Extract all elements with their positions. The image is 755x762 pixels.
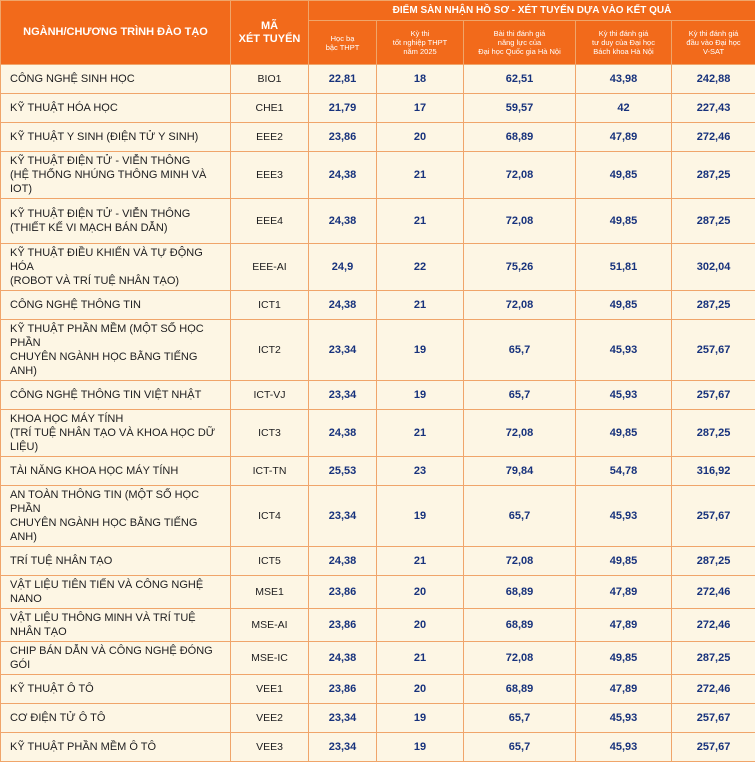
score-cell: 257,67: [672, 486, 755, 547]
table-row: [1, 457, 755, 486]
table-row: [1, 94, 755, 123]
program-name-line: KỸ THUẬT Y SINH (ĐIỆN TỬ Y SINH): [10, 130, 222, 144]
score-column-header-line: Bài thi đánh giá: [467, 29, 572, 38]
table-body: [1, 65, 755, 762]
table-header: [1, 1, 755, 65]
score-cell: 22,81: [309, 65, 377, 94]
admission-code-cell: ICT5: [231, 547, 309, 576]
score-cell: 19: [377, 486, 464, 547]
program-name-line: (HỆ THỐNG NHÚNG THÔNG MINH VÀ IOT): [10, 168, 222, 196]
score-cell: 23,34: [309, 486, 377, 547]
score-cell: 45,93: [576, 381, 672, 410]
score-cell: 18: [377, 65, 464, 94]
admission-code-cell: MSE-AI: [231, 609, 309, 642]
table-row: [1, 65, 755, 94]
score-cell: 242,88: [672, 65, 755, 94]
score-cell: 19: [377, 381, 464, 410]
score-cell: 19: [377, 320, 464, 381]
score-cell: 68,89: [464, 609, 576, 642]
admission-code-cell: VEE2: [231, 704, 309, 733]
score-cell: 65,7: [464, 733, 576, 762]
score-cell: 257,67: [672, 381, 755, 410]
score-cell: 23,34: [309, 320, 377, 381]
code-column-header: [231, 1, 309, 65]
score-cell: 21: [377, 547, 464, 576]
score-cell: 49,85: [576, 152, 672, 199]
program-name-line: CÔNG NGHỆ SINH HỌC: [10, 72, 222, 86]
program-name-cell: [1, 410, 231, 457]
score-cell: 20: [377, 123, 464, 152]
score-cell: 24,38: [309, 410, 377, 457]
score-cell: 287,25: [672, 291, 755, 320]
score-cell: 24,38: [309, 291, 377, 320]
score-cell: 272,46: [672, 576, 755, 609]
program-name-cell: [1, 199, 231, 244]
score-cell: 24,38: [309, 152, 377, 199]
program-name-cell: [1, 291, 231, 320]
score-cell: 19: [377, 733, 464, 762]
admission-code-cell: ICT4: [231, 486, 309, 547]
score-cell: 20: [377, 609, 464, 642]
score-cell: 24,38: [309, 547, 377, 576]
admission-code-cell: BIO1: [231, 65, 309, 94]
score-cell: 316,92: [672, 457, 755, 486]
program-name-line: CHUYÊN NGÀNH HỌC BẰNG TIẾNG ANH): [10, 516, 222, 544]
score-cell: 51,81: [576, 244, 672, 291]
program-name-line: KHOA HỌC MÁY TÍNH: [10, 412, 222, 426]
program-name-line: KỸ THUẬT ĐIỆN TỬ - VIỄN THÔNG: [10, 154, 222, 168]
program-name-line: CƠ ĐIỆN TỬ Ô TÔ: [10, 711, 222, 725]
program-name-line: AN TOÀN THÔNG TIN (MỘT SỐ HỌC PHẦN: [10, 488, 222, 516]
score-cell: 24,38: [309, 199, 377, 244]
score-cell: 43,98: [576, 65, 672, 94]
score-cell: 72,08: [464, 199, 576, 244]
score-cell: 257,67: [672, 733, 755, 762]
score-cell: 21,79: [309, 94, 377, 123]
admission-code-cell: VEE3: [231, 733, 309, 762]
program-name-cell: [1, 94, 231, 123]
program-name-line: (ROBOT VÀ TRÍ TUỆ NHÂN TẠO): [10, 274, 222, 288]
score-cell: 65,7: [464, 486, 576, 547]
table-row: [1, 642, 755, 675]
program-name-line: (THIẾT KẾ VI MẠCH BÁN DẪN): [10, 221, 222, 235]
admission-code-cell: ICT2: [231, 320, 309, 381]
score-cell: 65,7: [464, 381, 576, 410]
program-name-cell: [1, 457, 231, 486]
score-column-header-line: V-SAT: [675, 47, 752, 56]
score-column-header-line: Kỳ thi đánh giá: [579, 29, 668, 38]
program-name-line: VẬT LIỆU THÔNG MINH VÀ TRÍ TUỆ NHÂN TẠO: [10, 611, 222, 639]
table-row: [1, 675, 755, 704]
program-name-line: CHUYÊN NGÀNH HỌC BẰNG TIẾNG ANH): [10, 350, 222, 378]
score-cell: 272,46: [672, 123, 755, 152]
score-cell: 68,89: [464, 123, 576, 152]
program-name-cell: [1, 642, 231, 675]
table-row: [1, 547, 755, 576]
admission-code-cell: ICT-VJ: [231, 381, 309, 410]
score-cell: 45,93: [576, 733, 672, 762]
score-cell: 49,85: [576, 199, 672, 244]
program-name-line: VẬT LIỆU TIÊN TIẾN VÀ CÔNG NGHỆ NANO: [10, 578, 222, 606]
score-cell: 23,86: [309, 576, 377, 609]
table-row: [1, 733, 755, 762]
score-cell: 17: [377, 94, 464, 123]
score-cell: 23: [377, 457, 464, 486]
score-cell: 68,89: [464, 576, 576, 609]
score-cell: 65,7: [464, 320, 576, 381]
score-cell: 45,93: [576, 704, 672, 733]
score-cell: 22: [377, 244, 464, 291]
program-name-cell: [1, 381, 231, 410]
program-name-cell: [1, 65, 231, 94]
score-cell: 24,9: [309, 244, 377, 291]
score-column-header-line: Bách khoa Hà Nội: [579, 47, 668, 56]
score-cell: 72,08: [464, 642, 576, 675]
score-cell: 42: [576, 94, 672, 123]
score-cell: 21: [377, 642, 464, 675]
program-name-cell: [1, 704, 231, 733]
score-cell: 72,08: [464, 410, 576, 457]
score-column-header-line: năng lực của: [467, 38, 572, 47]
admission-code-cell: EEE2: [231, 123, 309, 152]
score-cell: 23,86: [309, 123, 377, 152]
score-column-header: [377, 21, 464, 65]
program-name-line: CÔNG NGHỆ THÔNG TIN: [10, 298, 222, 312]
score-cell: 62,51: [464, 65, 576, 94]
score-cell: 65,7: [464, 704, 576, 733]
program-name-line: CHIP BÁN DẪN VÀ CÔNG NGHỆ ĐÓNG GÓI: [10, 644, 222, 672]
score-cell: 59,57: [464, 94, 576, 123]
program-name-line: (TRÍ TUỆ NHÂN TẠO VÀ KHOA HỌC DỮ LIỆU): [10, 426, 222, 454]
score-cell: 45,93: [576, 486, 672, 547]
table-row: [1, 123, 755, 152]
score-column-header-line: Kỳ thi: [380, 29, 460, 38]
program-name-cell: [1, 244, 231, 291]
score-cell: 75,26: [464, 244, 576, 291]
score-cell: 47,89: [576, 609, 672, 642]
score-cell: 227,43: [672, 94, 755, 123]
score-cell: 68,89: [464, 675, 576, 704]
program-name-cell: [1, 733, 231, 762]
score-column-header-line: tốt nghiệp THPT: [380, 38, 460, 47]
score-cell: 49,85: [576, 642, 672, 675]
admission-code-cell: EEE3: [231, 152, 309, 199]
score-cell: 287,25: [672, 199, 755, 244]
table-row: [1, 486, 755, 547]
score-cell: 20: [377, 576, 464, 609]
code-header-line: MÃ: [233, 20, 306, 33]
score-cell: 72,08: [464, 291, 576, 320]
score-column-header-line: đầu vào Đại học: [675, 38, 752, 47]
program-name-cell: [1, 320, 231, 381]
score-cell: 287,25: [672, 642, 755, 675]
score-cell: 49,85: [576, 291, 672, 320]
program-name-line: TRÍ TUỆ NHÂN TẠO: [10, 554, 222, 568]
score-cell: 24,38: [309, 642, 377, 675]
table-row: [1, 320, 755, 381]
score-column-header: [309, 21, 377, 65]
score-cell: 72,08: [464, 152, 576, 199]
score-column-header-line: Kỳ thi đánh giá: [675, 29, 752, 38]
score-group-header: ĐIỂM SÀN NHẬN HỒ SƠ - XÉT TUYỂN DỰA VÀO KẾT QUẢ: [309, 1, 755, 21]
score-cell: 23,86: [309, 675, 377, 704]
score-cell: 257,67: [672, 704, 755, 733]
program-name-cell: [1, 576, 231, 609]
program-name-cell: [1, 152, 231, 199]
admission-code-cell: MSE-IC: [231, 642, 309, 675]
score-cell: 79,84: [464, 457, 576, 486]
program-name-line: KỸ THUẬT ĐIỆN TỬ - VIỄN THÔNG: [10, 207, 222, 221]
score-cell: 287,25: [672, 410, 755, 457]
admission-code-cell: EEE-AI: [231, 244, 309, 291]
score-cell: 287,25: [672, 152, 755, 199]
program-name-cell: [1, 486, 231, 547]
table-row: [1, 152, 755, 199]
score-column-header: [672, 21, 755, 65]
score-column-header: [576, 21, 672, 65]
table-row: [1, 199, 755, 244]
score-cell: 21: [377, 291, 464, 320]
score-column-header-line: Đại học Quốc gia Hà Nội: [467, 47, 572, 56]
table-row: [1, 410, 755, 457]
score-cell: 302,04: [672, 244, 755, 291]
admission-code-cell: CHE1: [231, 94, 309, 123]
score-cell: 257,67: [672, 320, 755, 381]
table-row: [1, 576, 755, 609]
score-cell: 49,85: [576, 547, 672, 576]
score-column-header-line: tư duy của Đại học: [579, 38, 668, 47]
score-cell: 47,89: [576, 675, 672, 704]
table-row: [1, 244, 755, 291]
program-name-cell: [1, 675, 231, 704]
admission-code-cell: ICT3: [231, 410, 309, 457]
score-cell: 47,89: [576, 123, 672, 152]
program-name-line: KỸ THUẬT PHẦN MỀM Ô TÔ: [10, 740, 222, 754]
program-name-line: KỸ THUẬT Ô TÔ: [10, 682, 222, 696]
score-cell: 54,78: [576, 457, 672, 486]
score-cell: 25,53: [309, 457, 377, 486]
program-name-line: KỸ THUẬT ĐIỀU KHIỂN VÀ TỰ ĐỘNG HÓA: [10, 246, 222, 274]
score-cell: 23,86: [309, 609, 377, 642]
score-cell: 23,34: [309, 381, 377, 410]
admission-code-cell: EEE4: [231, 199, 309, 244]
table-row: [1, 381, 755, 410]
admission-code-cell: VEE1: [231, 675, 309, 704]
score-cell: 272,46: [672, 675, 755, 704]
admission-code-cell: ICT-TN: [231, 457, 309, 486]
admission-code-cell: ICT1: [231, 291, 309, 320]
admission-code-cell: MSE1: [231, 576, 309, 609]
score-cell: 21: [377, 199, 464, 244]
program-name-cell: [1, 547, 231, 576]
score-cell: 19: [377, 704, 464, 733]
score-cell: 72,08: [464, 547, 576, 576]
program-name-cell: [1, 609, 231, 642]
score-column-header: [464, 21, 576, 65]
table-row: [1, 609, 755, 642]
score-cell: 23,34: [309, 733, 377, 762]
score-cell: 49,85: [576, 410, 672, 457]
score-column-header-line: Học bạ: [312, 34, 373, 43]
code-header-line: XÉT TUYỂN: [233, 33, 306, 46]
program-name-line: KỸ THUẬT PHẦN MỀM (MỘT SỐ HỌC PHẦN: [10, 322, 222, 350]
program-name-line: CÔNG NGHỆ THÔNG TIN VIỆT NHẬT: [10, 388, 222, 402]
score-cell: 20: [377, 675, 464, 704]
score-cell: 47,89: [576, 576, 672, 609]
table-row: [1, 704, 755, 733]
program-name-line: KỸ THUẬT HÓA HỌC: [10, 101, 222, 115]
score-cell: 21: [377, 410, 464, 457]
program-column-header: NGÀNH/CHƯƠNG TRÌNH ĐÀO TẠO: [1, 1, 231, 65]
table-row: [1, 291, 755, 320]
score-column-header-line: bậc THPT: [312, 43, 373, 52]
score-cell: 272,46: [672, 609, 755, 642]
score-cell: 23,34: [309, 704, 377, 733]
score-column-header-line: năm 2025: [380, 47, 460, 56]
program-name-line: TÀI NĂNG KHOA HỌC MÁY TÍNH: [10, 464, 222, 478]
score-cell: 21: [377, 152, 464, 199]
score-cell: 287,25: [672, 547, 755, 576]
score-cell: 45,93: [576, 320, 672, 381]
program-name-cell: [1, 123, 231, 152]
